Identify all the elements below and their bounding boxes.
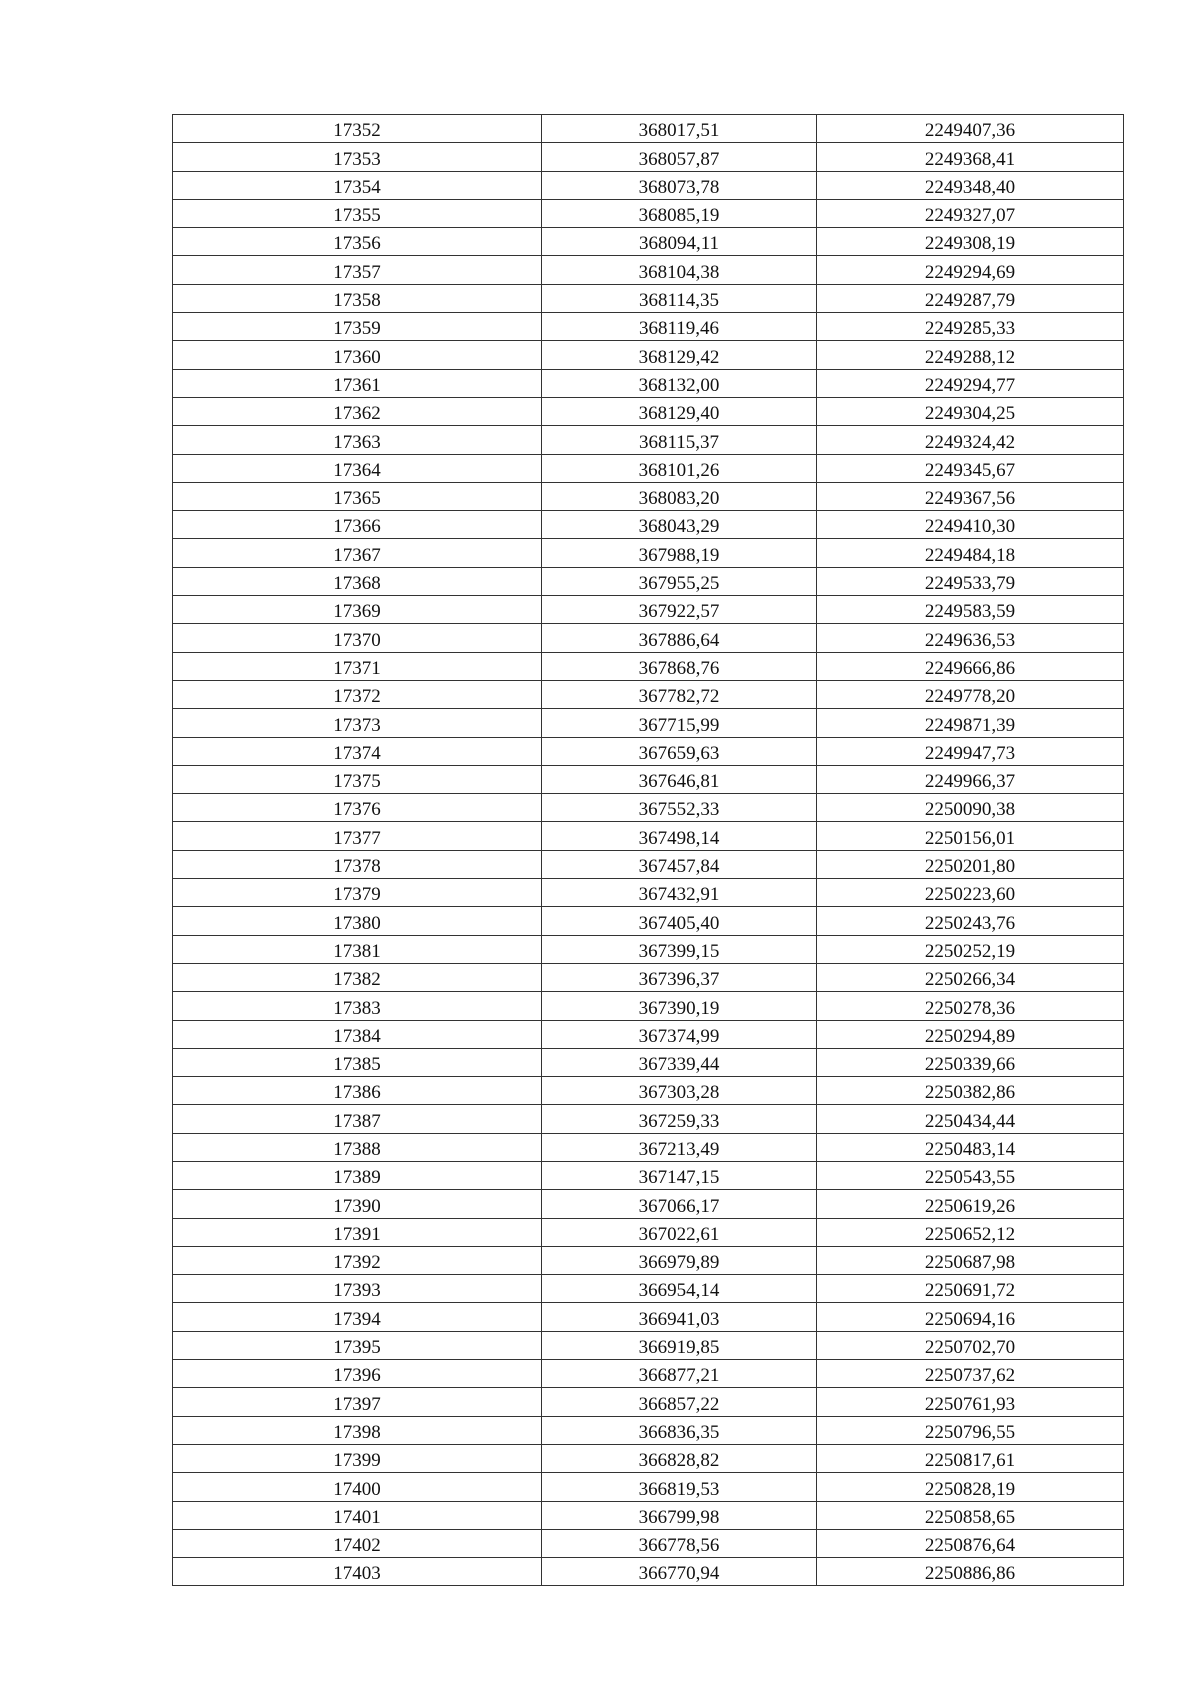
table-row (173, 737, 1124, 765)
table-row (173, 765, 1124, 793)
y-coordinate-cell: 2250223,60 (817, 879, 1124, 907)
table-row (173, 1444, 1124, 1472)
x-coordinate-cell: 367396,37 (542, 963, 817, 991)
point-number-cell: 17372 (173, 680, 542, 708)
point-number-cell: 17369 (173, 596, 542, 624)
table-row (173, 1077, 1124, 1105)
x-coordinate-cell: 366828,82 (542, 1444, 817, 1472)
y-coordinate-cell: 2250243,76 (817, 907, 1124, 935)
table-row (173, 284, 1124, 312)
x-coordinate-cell: 367303,28 (542, 1077, 817, 1105)
x-coordinate-cell: 366979,89 (542, 1246, 817, 1274)
point-number-cell: 17402 (173, 1529, 542, 1557)
table-row (173, 935, 1124, 963)
table-row (173, 879, 1124, 907)
table-row (173, 794, 1124, 822)
x-coordinate-cell: 366836,35 (542, 1416, 817, 1444)
y-coordinate-cell: 2249583,59 (817, 596, 1124, 624)
y-coordinate-cell: 2250543,55 (817, 1161, 1124, 1189)
table-row (173, 256, 1124, 284)
table-row (173, 1190, 1124, 1218)
point-number-cell: 17374 (173, 737, 542, 765)
point-number-cell: 17364 (173, 454, 542, 482)
table-row (173, 115, 1124, 143)
y-coordinate-cell: 2249285,33 (817, 313, 1124, 341)
y-coordinate-cell: 2250434,44 (817, 1105, 1124, 1133)
y-coordinate-cell: 2249966,37 (817, 765, 1124, 793)
point-number-cell: 17380 (173, 907, 542, 935)
x-coordinate-cell: 367066,17 (542, 1190, 817, 1218)
point-number-cell: 17383 (173, 992, 542, 1020)
table-row (173, 1360, 1124, 1388)
point-number-cell: 17371 (173, 652, 542, 680)
point-number-cell: 17358 (173, 284, 542, 312)
y-coordinate-cell: 2249636,53 (817, 624, 1124, 652)
table-row (173, 850, 1124, 878)
y-coordinate-cell: 2249533,79 (817, 567, 1124, 595)
table-row (173, 1558, 1124, 1586)
x-coordinate-cell: 368129,40 (542, 397, 817, 425)
y-coordinate-cell: 2250619,26 (817, 1190, 1124, 1218)
y-coordinate-cell: 2249288,12 (817, 341, 1124, 369)
point-number-cell: 17377 (173, 822, 542, 850)
x-coordinate-cell: 368085,19 (542, 199, 817, 227)
y-coordinate-cell: 2249778,20 (817, 680, 1124, 708)
table-row (173, 1218, 1124, 1246)
x-coordinate-cell: 366877,21 (542, 1360, 817, 1388)
point-number-cell: 17365 (173, 482, 542, 510)
point-number-cell: 17387 (173, 1105, 542, 1133)
point-number-cell: 17378 (173, 850, 542, 878)
y-coordinate-cell: 2249484,18 (817, 539, 1124, 567)
point-number-cell: 17366 (173, 511, 542, 539)
y-coordinate-cell: 2250156,01 (817, 822, 1124, 850)
x-coordinate-cell: 367646,81 (542, 765, 817, 793)
x-coordinate-cell: 367147,15 (542, 1161, 817, 1189)
y-coordinate-cell: 2250796,55 (817, 1416, 1124, 1444)
x-coordinate-cell: 367457,84 (542, 850, 817, 878)
coordinates-table-body (173, 115, 1124, 1586)
table-row (173, 397, 1124, 425)
x-coordinate-cell: 367213,49 (542, 1133, 817, 1161)
point-number-cell: 17400 (173, 1473, 542, 1501)
x-coordinate-cell: 368057,87 (542, 143, 817, 171)
y-coordinate-cell: 2250090,38 (817, 794, 1124, 822)
x-coordinate-cell: 368132,00 (542, 369, 817, 397)
y-coordinate-cell: 2250652,12 (817, 1218, 1124, 1246)
table-row (173, 369, 1124, 397)
y-coordinate-cell: 2250483,14 (817, 1133, 1124, 1161)
table-row (173, 511, 1124, 539)
y-coordinate-cell: 2250339,66 (817, 1048, 1124, 1076)
x-coordinate-cell: 367022,61 (542, 1218, 817, 1246)
y-coordinate-cell: 2250252,19 (817, 935, 1124, 963)
table-row (173, 1246, 1124, 1274)
point-number-cell: 17388 (173, 1133, 542, 1161)
x-coordinate-cell: 366799,98 (542, 1501, 817, 1529)
y-coordinate-cell: 2250737,62 (817, 1360, 1124, 1388)
table-row (173, 143, 1124, 171)
point-number-cell: 17398 (173, 1416, 542, 1444)
x-coordinate-cell: 367552,33 (542, 794, 817, 822)
y-coordinate-cell: 2249294,69 (817, 256, 1124, 284)
y-coordinate-cell: 2249294,77 (817, 369, 1124, 397)
table-row (173, 567, 1124, 595)
x-coordinate-cell: 367405,40 (542, 907, 817, 935)
point-number-cell: 17381 (173, 935, 542, 963)
x-coordinate-cell: 367868,76 (542, 652, 817, 680)
point-number-cell: 17376 (173, 794, 542, 822)
x-coordinate-cell: 367432,91 (542, 879, 817, 907)
y-coordinate-cell: 2250687,98 (817, 1246, 1124, 1274)
table-row (173, 624, 1124, 652)
point-number-cell: 17401 (173, 1501, 542, 1529)
point-number-cell: 17396 (173, 1360, 542, 1388)
table-row (173, 539, 1124, 567)
table-row (173, 1331, 1124, 1359)
y-coordinate-cell: 2249324,42 (817, 426, 1124, 454)
x-coordinate-cell: 367886,64 (542, 624, 817, 652)
y-coordinate-cell: 2249327,07 (817, 199, 1124, 227)
y-coordinate-cell: 2250858,65 (817, 1501, 1124, 1529)
table-row (173, 1303, 1124, 1331)
point-number-cell: 17389 (173, 1161, 542, 1189)
y-coordinate-cell: 2250278,36 (817, 992, 1124, 1020)
x-coordinate-cell: 367259,33 (542, 1105, 817, 1133)
table-row (173, 426, 1124, 454)
table-row (173, 992, 1124, 1020)
x-coordinate-cell: 368043,29 (542, 511, 817, 539)
y-coordinate-cell: 2249348,40 (817, 171, 1124, 199)
y-coordinate-cell: 2250691,72 (817, 1275, 1124, 1303)
table-row (173, 709, 1124, 737)
x-coordinate-cell: 368119,46 (542, 313, 817, 341)
point-number-cell: 17367 (173, 539, 542, 567)
table-row (173, 1133, 1124, 1161)
point-number-cell: 17357 (173, 256, 542, 284)
y-coordinate-cell: 2250266,34 (817, 963, 1124, 991)
point-number-cell: 17397 (173, 1388, 542, 1416)
table-row (173, 454, 1124, 482)
y-coordinate-cell: 2249407,36 (817, 115, 1124, 143)
y-coordinate-cell: 2249368,41 (817, 143, 1124, 171)
table-row (173, 1501, 1124, 1529)
x-coordinate-cell: 366778,56 (542, 1529, 817, 1557)
point-number-cell: 17403 (173, 1558, 542, 1586)
x-coordinate-cell: 368104,38 (542, 256, 817, 284)
y-coordinate-cell: 2249308,19 (817, 228, 1124, 256)
point-number-cell: 17392 (173, 1246, 542, 1274)
x-coordinate-cell: 366941,03 (542, 1303, 817, 1331)
table-row (173, 907, 1124, 935)
x-coordinate-cell: 367955,25 (542, 567, 817, 595)
x-coordinate-cell: 366857,22 (542, 1388, 817, 1416)
point-number-cell: 17379 (173, 879, 542, 907)
y-coordinate-cell: 2250694,16 (817, 1303, 1124, 1331)
x-coordinate-cell: 368073,78 (542, 171, 817, 199)
table-row (173, 822, 1124, 850)
table-row (173, 1275, 1124, 1303)
x-coordinate-cell: 366770,94 (542, 1558, 817, 1586)
table-row (173, 963, 1124, 991)
point-number-cell: 17353 (173, 143, 542, 171)
x-coordinate-cell: 367374,99 (542, 1020, 817, 1048)
y-coordinate-cell: 2249367,56 (817, 482, 1124, 510)
point-number-cell: 17384 (173, 1020, 542, 1048)
table-row (173, 596, 1124, 624)
table-row (173, 482, 1124, 510)
x-coordinate-cell: 367922,57 (542, 596, 817, 624)
point-number-cell: 17382 (173, 963, 542, 991)
table-row (173, 1416, 1124, 1444)
y-coordinate-cell: 2250886,86 (817, 1558, 1124, 1586)
point-number-cell: 17385 (173, 1048, 542, 1076)
y-coordinate-cell: 2250817,61 (817, 1444, 1124, 1472)
coordinates-table (172, 114, 1124, 1586)
point-number-cell: 17394 (173, 1303, 542, 1331)
table-row (173, 313, 1124, 341)
point-number-cell: 17373 (173, 709, 542, 737)
point-number-cell: 17354 (173, 171, 542, 199)
y-coordinate-cell: 2250761,93 (817, 1388, 1124, 1416)
x-coordinate-cell: 366919,85 (542, 1331, 817, 1359)
x-coordinate-cell: 368083,20 (542, 482, 817, 510)
point-number-cell: 17390 (173, 1190, 542, 1218)
table-row (173, 171, 1124, 199)
x-coordinate-cell: 368114,35 (542, 284, 817, 312)
y-coordinate-cell: 2250702,70 (817, 1331, 1124, 1359)
table-row (173, 1529, 1124, 1557)
x-coordinate-cell: 367988,19 (542, 539, 817, 567)
point-number-cell: 17399 (173, 1444, 542, 1472)
table-row (173, 199, 1124, 227)
y-coordinate-cell: 2250828,19 (817, 1473, 1124, 1501)
point-number-cell: 17375 (173, 765, 542, 793)
point-number-cell: 17355 (173, 199, 542, 227)
y-coordinate-cell: 2249345,67 (817, 454, 1124, 482)
x-coordinate-cell: 368129,42 (542, 341, 817, 369)
table-row (173, 1048, 1124, 1076)
point-number-cell: 17368 (173, 567, 542, 595)
table-row (173, 1020, 1124, 1048)
point-number-cell: 17352 (173, 115, 542, 143)
point-number-cell: 17370 (173, 624, 542, 652)
point-number-cell: 17362 (173, 397, 542, 425)
table-row (173, 1105, 1124, 1133)
point-number-cell: 17359 (173, 313, 542, 341)
point-number-cell: 17395 (173, 1331, 542, 1359)
y-coordinate-cell: 2249287,79 (817, 284, 1124, 312)
point-number-cell: 17393 (173, 1275, 542, 1303)
x-coordinate-cell: 367399,15 (542, 935, 817, 963)
y-coordinate-cell: 2249304,25 (817, 397, 1124, 425)
x-coordinate-cell: 366819,53 (542, 1473, 817, 1501)
x-coordinate-cell: 367390,19 (542, 992, 817, 1020)
x-coordinate-cell: 367782,72 (542, 680, 817, 708)
table-row (173, 228, 1124, 256)
point-number-cell: 17391 (173, 1218, 542, 1246)
point-number-cell: 17356 (173, 228, 542, 256)
table-row (173, 652, 1124, 680)
table-row (173, 1161, 1124, 1189)
y-coordinate-cell: 2249410,30 (817, 511, 1124, 539)
x-coordinate-cell: 367339,44 (542, 1048, 817, 1076)
x-coordinate-cell: 367715,99 (542, 709, 817, 737)
point-number-cell: 17386 (173, 1077, 542, 1105)
table-row (173, 1473, 1124, 1501)
point-number-cell: 17360 (173, 341, 542, 369)
point-number-cell: 17363 (173, 426, 542, 454)
x-coordinate-cell: 367659,63 (542, 737, 817, 765)
table-row (173, 341, 1124, 369)
x-coordinate-cell: 367498,14 (542, 822, 817, 850)
y-coordinate-cell: 2249666,86 (817, 652, 1124, 680)
y-coordinate-cell: 2250294,89 (817, 1020, 1124, 1048)
y-coordinate-cell: 2249947,73 (817, 737, 1124, 765)
x-coordinate-cell: 368017,51 (542, 115, 817, 143)
y-coordinate-cell: 2250201,80 (817, 850, 1124, 878)
y-coordinate-cell: 2249871,39 (817, 709, 1124, 737)
x-coordinate-cell: 368094,11 (542, 228, 817, 256)
x-coordinate-cell: 368115,37 (542, 426, 817, 454)
table-row (173, 1388, 1124, 1416)
point-number-cell: 17361 (173, 369, 542, 397)
x-coordinate-cell: 366954,14 (542, 1275, 817, 1303)
y-coordinate-cell: 2250876,64 (817, 1529, 1124, 1557)
x-coordinate-cell: 368101,26 (542, 454, 817, 482)
y-coordinate-cell: 2250382,86 (817, 1077, 1124, 1105)
table-row (173, 680, 1124, 708)
